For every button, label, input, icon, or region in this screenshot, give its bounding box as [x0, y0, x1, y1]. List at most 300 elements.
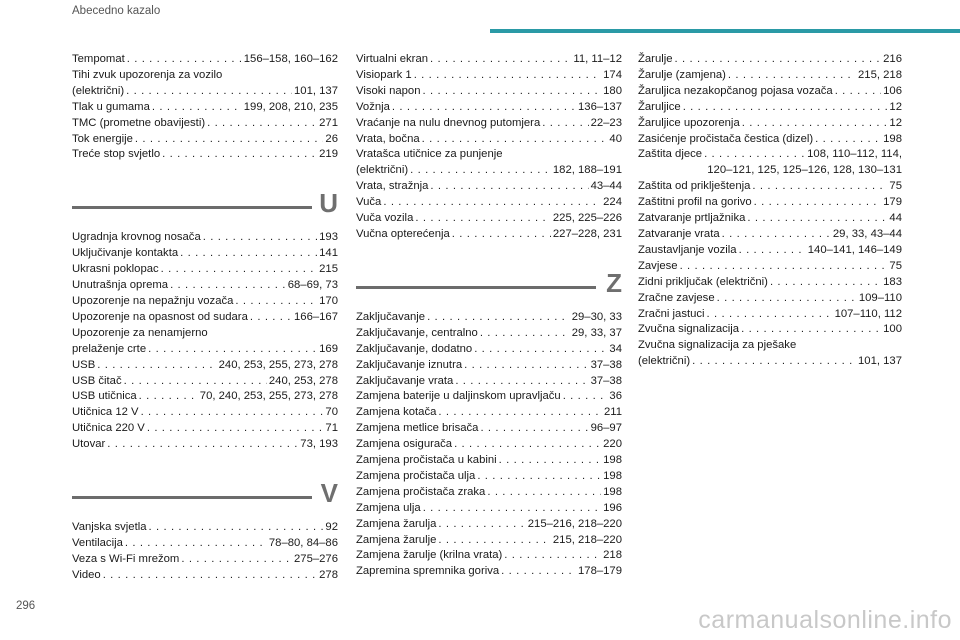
index-entry[interactable]: [638, 291, 902, 307]
page-number: 296: [16, 600, 36, 612]
index-entry[interactable]: [72, 84, 338, 100]
index-page-refs[interactable]: 198: [603, 454, 622, 467]
dot-leader: [754, 195, 881, 211]
dot-leader: [704, 147, 805, 163]
index-term: Zaključavanje: [356, 310, 426, 323]
index-term: Zamjena pročistača ulja: [356, 469, 476, 482]
index-page-refs[interactable]: 220: [603, 438, 622, 451]
index-section-u: [72, 188, 338, 453]
index-page-refs[interactable]: 219: [319, 148, 338, 161]
letter-z: Z: [606, 267, 622, 298]
dot-leader: [235, 294, 317, 310]
dot-leader: [438, 533, 551, 549]
index-entry[interactable]: [72, 568, 338, 584]
index-term: Zapremina spremnika goriva: [356, 565, 500, 578]
index-term: Uključivanje kontakta: [72, 247, 179, 260]
index-term: Zaključavanje, centralno: [356, 326, 478, 339]
index-entry[interactable]: [356, 84, 622, 100]
index-term: Zasićenje pročistača čestica (dizel): [638, 132, 814, 145]
dot-leader: [147, 421, 324, 437]
index-page-refs[interactable]: 215, 218: [858, 68, 902, 81]
index-term: Virtualni ekran: [356, 53, 429, 65]
index-term: Zračni jastuci: [638, 307, 705, 320]
index-term: Zvučna signalizacija: [638, 323, 740, 336]
index-entry[interactable]: [72, 294, 338, 310]
index-term: Unutrašnja oprema: [72, 279, 169, 292]
index-page-refs-continued[interactable]: 120–121, 125, 125–126, 128, 130–131: [707, 164, 902, 177]
index-page-refs[interactable]: 12: [889, 116, 902, 129]
index-entry[interactable]: [638, 84, 902, 100]
index-page-refs[interactable]: 109–110: [858, 291, 902, 304]
index-entry[interactable]: [356, 195, 622, 211]
index-term: (električni): [72, 84, 125, 97]
dot-leader: [141, 405, 324, 421]
index-term: Ventilacija: [72, 536, 123, 549]
index-term: Zatvaranje vrata: [638, 227, 720, 240]
dot-leader: [430, 52, 571, 68]
index-term: Žaruljica nezakopčanog pojasa vozača: [638, 84, 833, 97]
index-term: Zamjena žarulje (krilna vrata): [356, 549, 503, 562]
dot-leader: [438, 405, 602, 421]
index-entry[interactable]: [356, 485, 622, 501]
dot-leader: [770, 275, 881, 291]
dot-leader: [707, 307, 833, 323]
index-entry[interactable]: [72, 116, 338, 132]
index-entry[interactable]: [356, 421, 622, 437]
index-page-refs[interactable]: 215: [319, 263, 338, 276]
dot-leader: [452, 227, 551, 243]
index-page-refs[interactable]: 271: [319, 116, 338, 129]
index-entry[interactable]: [72, 52, 338, 68]
section-title: Abecedno kazalo: [72, 5, 161, 17]
index-section-t: [72, 52, 338, 163]
index-page-refs[interactable]: 71: [325, 422, 338, 435]
index-entry[interactable]: [356, 68, 622, 84]
index-term: Zavjese: [638, 259, 678, 272]
dot-leader: [203, 230, 317, 246]
letter-heading-u: [72, 188, 338, 230]
index-term: Tlak u gumama: [72, 100, 150, 113]
heading-rule: [356, 286, 596, 289]
index-page-refs[interactable]: 107–110, 112: [834, 307, 902, 320]
index-entry-prefix: Tihi zvuk upozorenja za vozilo: [72, 68, 223, 81]
index-term: Visiopark 1: [356, 68, 412, 81]
dot-leader: [124, 374, 267, 390]
dot-leader: [125, 536, 267, 552]
dot-leader: [480, 326, 570, 342]
index-term: Zamjena kotača: [356, 406, 437, 419]
index-page-refs[interactable]: 183: [883, 275, 902, 288]
index-page-refs[interactable]: 211: [603, 406, 622, 419]
index-term: Upozorenje na opasnost od sudara: [72, 310, 248, 323]
index-page-refs[interactable]: 224: [603, 196, 622, 209]
index-page-refs[interactable]: 198: [883, 132, 902, 145]
index-entry[interactable]: [356, 469, 622, 485]
index-page-refs[interactable]: 78–80, 84–86: [268, 536, 338, 549]
letter-u: U: [319, 188, 338, 219]
index-page-refs[interactable]: 156–158, 160–162: [243, 53, 338, 65]
dot-leader: [250, 310, 292, 326]
index-term: Žarulje: [638, 53, 673, 65]
dot-leader: [722, 227, 831, 243]
dot-leader: [180, 246, 317, 262]
letter-heading-v: [72, 478, 338, 520]
index-page-refs[interactable]: 22–23: [590, 116, 622, 129]
index-page-refs[interactable]: 140–141, 146–149: [807, 243, 902, 256]
index-page-refs[interactable]: 196: [603, 501, 622, 514]
dot-leader: [170, 278, 286, 294]
dot-leader: [161, 262, 317, 278]
index-term: USB: [72, 358, 96, 371]
index-entry[interactable]: [356, 501, 622, 517]
index-page-refs[interactable]: 227–228, 231: [552, 227, 622, 240]
dot-leader: [675, 52, 882, 68]
index-entry-prefix: Upozorenje za nenamjerno: [72, 326, 208, 339]
index-page-refs[interactable]: 34: [609, 342, 622, 355]
index-entry[interactable]: [72, 100, 338, 116]
dot-leader: [747, 211, 887, 227]
dot-leader: [415, 211, 551, 227]
index-entry[interactable]: [72, 230, 338, 246]
index-term: TMC (prometne obavijesti): [72, 116, 206, 129]
index-term: USB utičnica: [72, 390, 137, 403]
index-page-refs[interactable]: 12: [889, 100, 902, 113]
index-page-refs[interactable]: 75: [889, 259, 902, 272]
dot-leader: [680, 259, 888, 275]
dot-leader: [752, 179, 887, 195]
index-term: Zamjena metlice brisača: [356, 422, 479, 435]
index-page-refs[interactable]: 169: [319, 342, 338, 355]
index-entry[interactable]: [72, 374, 338, 390]
index-page-refs[interactable]: 37–38: [590, 358, 622, 371]
index-entry[interactable]: [356, 453, 622, 469]
dot-leader: [135, 132, 324, 148]
index-page-refs[interactable]: 40: [609, 132, 622, 145]
index-entry[interactable]: [72, 405, 338, 421]
dot-leader: [815, 132, 881, 148]
index-term: Žaruljice: [638, 100, 681, 113]
index-page-refs[interactable]: 70, 240, 253, 255, 273, 278: [199, 390, 338, 403]
index-entry[interactable]: [356, 211, 622, 227]
index-page-refs[interactable]: 29, 33, 37: [571, 326, 622, 339]
index-entry[interactable]: [72, 552, 338, 568]
index-term: Zamjena osigurača: [356, 438, 453, 451]
index-page-refs[interactable]: 198: [603, 469, 622, 482]
index-page-refs[interactable]: 73, 193: [300, 438, 338, 451]
index-page-refs[interactable]: 37–38: [590, 374, 622, 387]
index-page-refs[interactable]: 101, 137: [294, 84, 338, 97]
index-page-refs[interactable]: 215, 218–220: [552, 533, 622, 546]
index-entry[interactable]: [638, 195, 902, 211]
index-term: Vučna opterećenja: [356, 227, 450, 240]
dot-leader: [487, 485, 601, 501]
index-term: Zamjena ulja: [356, 501, 421, 514]
index-entry[interactable]: [638, 116, 902, 132]
index-term: Utovar: [72, 438, 106, 451]
dot-leader: [149, 520, 324, 536]
dot-leader: [107, 437, 298, 453]
index-page-refs[interactable]: 70: [325, 406, 338, 419]
index-entry[interactable]: [356, 179, 622, 195]
index-column-3: [638, 52, 902, 370]
dot-leader: [717, 291, 857, 307]
dot-leader: [728, 68, 856, 84]
index-page-refs[interactable]: 36: [609, 390, 622, 403]
index-entry[interactable]: [356, 405, 622, 421]
index-term: Zračne zavjese: [638, 291, 715, 304]
index-entry[interactable]: [638, 68, 902, 84]
index-entry[interactable]: [356, 132, 622, 148]
index-entry[interactable]: [72, 389, 338, 405]
index-section-z-cont: [638, 52, 902, 370]
index-term: Ukrasni poklopac: [72, 263, 159, 276]
index-term: (električni): [356, 164, 409, 177]
dot-leader: [127, 52, 242, 68]
index-page-refs[interactable]: 182, 188–191: [552, 164, 622, 177]
index-term: Utičnica 12 V: [72, 406, 139, 419]
index-page-refs[interactable]: 199, 208, 210, 235: [243, 100, 338, 113]
index-entry[interactable]: [356, 326, 622, 342]
dot-leader: [430, 179, 588, 195]
index-entry[interactable]: [638, 322, 902, 338]
index-entry[interactable]: [638, 132, 902, 148]
index-term: Zaštita djece: [638, 148, 703, 161]
index-entry[interactable]: [356, 227, 622, 243]
index-entry[interactable]: [638, 243, 902, 259]
index-term: Vanjska svjetla: [72, 521, 147, 534]
letter-v: V: [320, 478, 338, 509]
index-term: Ugradnja krovnog nosača: [72, 231, 201, 244]
index-entry[interactable]: [356, 374, 622, 390]
dot-leader: [162, 147, 317, 163]
dot-leader: [148, 342, 317, 358]
index-entry[interactable]: [638, 211, 902, 227]
index-entry[interactable]: [356, 437, 622, 453]
index-term: Vožnja: [356, 100, 390, 113]
dot-leader: [392, 100, 576, 116]
index-entry-prefix: Vratašca utičnice za punjenje: [356, 148, 503, 161]
dot-leader: [455, 374, 588, 390]
index-page-refs[interactable]: 108, 110–112, 114,: [807, 148, 902, 161]
index-entry[interactable]: [356, 116, 622, 132]
index-page-refs[interactable]: 225, 225–226: [552, 212, 622, 225]
index-page-refs[interactable]: 180: [603, 84, 622, 97]
index-term: Žaruljice upozorenja: [638, 116, 740, 129]
index-term: Zamjena žarulje: [356, 533, 437, 546]
dot-leader: [474, 342, 607, 358]
dot-leader: [422, 84, 601, 100]
index-entry[interactable]: [72, 278, 338, 294]
index-entry[interactable]: [638, 275, 902, 291]
index-entry[interactable]: [72, 132, 338, 148]
index-entry[interactable]: [72, 536, 338, 552]
watermark: carmanualsonline.info: [698, 606, 952, 634]
index-page-refs[interactable]: 216: [883, 53, 902, 65]
index-term: Zaštitni profil na gorivo: [638, 196, 752, 209]
index-entry[interactable]: [356, 52, 622, 68]
index-entry[interactable]: [72, 342, 338, 358]
dot-leader: [423, 501, 601, 517]
index-page-refs[interactable]: 68–69, 73: [287, 279, 338, 292]
index-page-refs[interactable]: 11, 11–12: [573, 53, 622, 65]
index-term: Zaključavanje vrata: [356, 374, 454, 387]
heading-rule: [72, 206, 312, 209]
index-page-refs[interactable]: 29–30, 33: [571, 310, 622, 323]
dot-leader: [126, 84, 292, 100]
index-page-refs[interactable]: 170: [319, 294, 338, 307]
index-term: Zatvaranje prtljažnika: [638, 212, 746, 225]
index-entry[interactable]: [638, 354, 902, 370]
index-term: Vuča vozila: [356, 212, 414, 225]
index-term: prelaženje crte: [72, 342, 147, 355]
index-page-refs[interactable]: 174: [603, 68, 622, 81]
dot-leader: [207, 116, 317, 132]
index-entry[interactable]: [356, 358, 622, 374]
index-term: Tok energije: [72, 132, 133, 145]
index-entry[interactable]: [72, 421, 338, 437]
index-page-refs[interactable]: 193: [319, 231, 338, 244]
dot-leader: [563, 389, 608, 405]
dot-leader: [542, 116, 588, 132]
index-term: Upozorenje na nepažnju vozača: [72, 294, 234, 307]
index-entry[interactable]: [638, 259, 902, 275]
index-term: Vrata, bočna: [356, 132, 420, 145]
index-page-refs[interactable]: 44: [889, 212, 902, 225]
index-term: Vuča: [356, 196, 382, 209]
index-entry[interactable]: [638, 227, 902, 243]
index-term: Zaključavanje iznutra: [356, 358, 463, 371]
index-page-refs[interactable]: 278: [319, 568, 338, 581]
index-page-refs[interactable]: 92: [325, 521, 338, 534]
index-page-refs[interactable]: 106: [883, 84, 902, 97]
index-term: Vraćanje na nulu dnevnog putomjera: [356, 116, 541, 129]
index-entry[interactable]: [356, 342, 622, 358]
index-entry[interactable]: [356, 517, 622, 533]
dot-leader: [438, 517, 525, 533]
index-page-refs[interactable]: 75: [889, 180, 902, 193]
index-entry[interactable]: [638, 307, 902, 323]
index-page-refs[interactable]: 96–97: [590, 422, 622, 435]
index-entry[interactable]: [356, 163, 622, 179]
index-term: Vrata, stražnja: [356, 180, 429, 193]
index-entry[interactable]: [72, 358, 338, 374]
dot-leader: [97, 358, 216, 374]
dot-leader: [422, 132, 608, 148]
index-entry[interactable]: [638, 147, 902, 163]
index-section-v: [72, 478, 338, 584]
header-accent-bar: [490, 29, 960, 33]
index-entry[interactable]: [638, 52, 902, 68]
index-page-refs[interactable]: 240, 253, 278: [268, 374, 338, 387]
dot-leader: [683, 100, 888, 116]
dot-leader: [454, 437, 601, 453]
dot-leader: [103, 568, 317, 584]
index-entry[interactable]: [72, 437, 338, 453]
index-term: Visoki napon: [356, 84, 421, 97]
index-section-z: [356, 268, 622, 580]
index-term: Tempomat: [72, 53, 125, 65]
index-entry[interactable]: [356, 533, 622, 549]
index-entry[interactable]: [72, 310, 338, 326]
index-entry[interactable]: [356, 548, 622, 564]
heading-rule: [72, 496, 312, 499]
index-page-refs[interactable]: 178–179: [578, 565, 622, 578]
index-entry[interactable]: [356, 564, 622, 580]
index-page-refs[interactable]: 141: [319, 247, 338, 260]
dot-leader: [414, 68, 601, 84]
index-page-refs[interactable]: 179: [883, 196, 902, 209]
index-entry[interactable]: [72, 262, 338, 278]
index-term: Video: [72, 568, 101, 581]
index-page-refs[interactable]: 275–276: [294, 552, 338, 565]
dot-leader: [835, 84, 881, 100]
index-page-refs[interactable]: 240, 253, 255, 273, 278: [218, 358, 338, 371]
index-page-refs[interactable]: 166–167: [294, 310, 338, 323]
index-page-refs[interactable]: 29, 33, 43–44: [832, 227, 902, 240]
index-entry[interactable]: [356, 389, 622, 405]
index-term: Zidni priključak (električni): [638, 275, 768, 288]
index-page-refs[interactable]: 26: [325, 132, 338, 145]
index-entry[interactable]: [72, 147, 338, 163]
index-entry[interactable]: [638, 100, 902, 116]
index-term: Utičnica 220 V: [72, 422, 145, 435]
index-term: Zamjena žarulja: [356, 517, 437, 530]
index-term: Zaštita od priklještenja: [638, 180, 751, 193]
index-term: Zamjena pročistača zraka: [356, 485, 486, 498]
index-entry[interactable]: [72, 246, 338, 262]
dot-leader: [427, 310, 570, 326]
index-page-refs[interactable]: 215–216, 218–220: [527, 517, 622, 530]
index-page-refs[interactable]: 43–44: [590, 180, 622, 193]
dot-leader: [742, 116, 888, 132]
index-term: (električni): [638, 355, 691, 368]
index-page-refs[interactable]: 198: [603, 485, 622, 498]
index-term: Zamjena pročistača u kabini: [356, 454, 497, 467]
index-section-v-cont: [356, 52, 622, 243]
index-entry-prefix: Zvučna signalizacija za pješake: [638, 339, 797, 352]
dot-leader: [152, 100, 242, 116]
index-page-refs[interactable]: 100: [883, 323, 902, 336]
index-term: Žarulje (zamjena): [638, 68, 726, 81]
dot-leader: [739, 243, 806, 259]
index-entry[interactable]: [356, 310, 622, 326]
index-page-refs[interactable]: 218: [603, 549, 622, 562]
dot-leader: [501, 564, 576, 580]
index-page-refs[interactable]: 136–137: [578, 100, 622, 113]
letter-heading-z: [356, 268, 622, 310]
index-term: Zamjena baterije u daljinskom upravljaču: [356, 390, 561, 403]
index-term: Zaustavljanje vozila: [638, 243, 737, 256]
dot-leader: [139, 389, 198, 405]
dot-leader: [499, 453, 601, 469]
index-entry[interactable]: [356, 100, 622, 116]
index-entry[interactable]: [638, 179, 902, 195]
dot-leader: [504, 548, 601, 564]
index-term: USB čitač: [72, 374, 122, 387]
index-term: Veza s Wi-Fi mrežom: [72, 552, 180, 565]
dot-leader: [181, 552, 292, 568]
index-term: Zaključavanje, dodatno: [356, 342, 473, 355]
index-page-refs[interactable]: 101, 137: [858, 355, 902, 368]
dot-leader: [480, 421, 588, 437]
index-entry[interactable]: [72, 520, 338, 536]
dot-leader: [410, 163, 551, 179]
dot-leader: [741, 322, 881, 338]
dot-leader: [477, 469, 601, 485]
index-column-2: [356, 52, 622, 580]
index-column-1: [72, 52, 338, 584]
dot-leader: [692, 354, 856, 370]
